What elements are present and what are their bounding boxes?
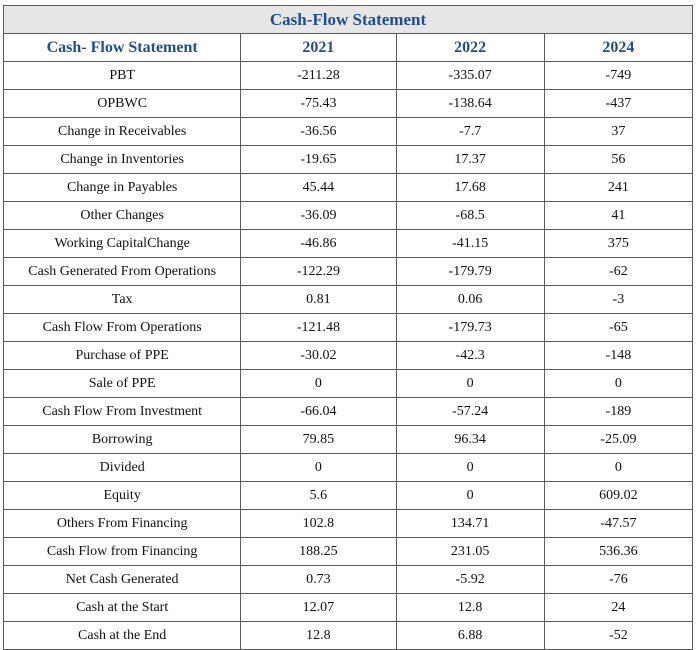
value-2021-cell: 102.8 (241, 510, 396, 538)
table-row (4, 90, 693, 118)
table-row (4, 118, 693, 146)
value-2024-cell: -25.09 (544, 426, 692, 454)
value-2022-cell: -41.15 (396, 230, 544, 258)
table-row (4, 510, 693, 538)
value-2021-cell: 0 (241, 370, 396, 398)
value-2022-cell: -7.7 (396, 118, 544, 146)
value-2021-cell: 0.81 (241, 286, 396, 314)
table-title: Cash-Flow Statement (4, 6, 693, 34)
row-label-cell: Others From Financing (4, 510, 241, 538)
table-row (4, 482, 693, 510)
table-row (4, 342, 693, 370)
value-2021-cell: 79.85 (241, 426, 396, 454)
cash-flow-table-container (3, 5, 693, 650)
value-2024-cell: -47.57 (544, 510, 692, 538)
column-header-2024: 2024 (544, 34, 692, 62)
table-row (4, 566, 693, 594)
table-row (4, 398, 693, 426)
value-2021-cell: -121.48 (241, 314, 396, 342)
row-label-cell: Cash Flow from Financing (4, 538, 241, 566)
table-row (4, 370, 693, 398)
value-2024-cell: -52 (544, 622, 692, 650)
value-2022-cell: 6.88 (396, 622, 544, 650)
row-label-cell: Tax (4, 286, 241, 314)
row-label-cell: Cash Generated From Operations (4, 258, 241, 286)
table-row (4, 258, 693, 286)
value-2022-cell: 0.06 (396, 286, 544, 314)
row-label-cell: Cash at the End (4, 622, 241, 650)
value-2024-cell: 375 (544, 230, 692, 258)
header-row (4, 34, 693, 62)
table-row (4, 426, 693, 454)
row-label-cell: Sale of PPE (4, 370, 241, 398)
value-2024-cell: 609.02 (544, 482, 692, 510)
value-2024-cell: -437 (544, 90, 692, 118)
row-label-cell: Divided (4, 454, 241, 482)
value-2021-cell: -122.29 (241, 258, 396, 286)
value-2024-cell: 536.36 (544, 538, 692, 566)
value-2024-cell: 56 (544, 146, 692, 174)
value-2024-cell: -749 (544, 62, 692, 90)
row-label-cell: Net Cash Generated (4, 566, 241, 594)
value-2024-cell: -76 (544, 566, 692, 594)
value-2021-cell: 188.25 (241, 538, 396, 566)
table-row (4, 594, 693, 622)
table-row (4, 202, 693, 230)
row-label-cell: Change in Payables (4, 174, 241, 202)
value-2022-cell: 96.34 (396, 426, 544, 454)
value-2022-cell: 231.05 (396, 538, 544, 566)
row-label-cell: Purchase of PPE (4, 342, 241, 370)
column-header-2022: 2022 (396, 34, 544, 62)
column-header-2021: 2021 (241, 34, 396, 62)
value-2022-cell: 0 (396, 370, 544, 398)
value-2021-cell: 5.6 (241, 482, 396, 510)
value-2021-cell: -36.09 (241, 202, 396, 230)
row-label-cell: Cash Flow From Operations (4, 314, 241, 342)
value-2022-cell: 17.37 (396, 146, 544, 174)
table-row (4, 174, 693, 202)
value-2024-cell: -65 (544, 314, 692, 342)
value-2021-cell: 0.73 (241, 566, 396, 594)
table-row (4, 230, 693, 258)
value-2024-cell: 37 (544, 118, 692, 146)
row-label-cell: Equity (4, 482, 241, 510)
value-2022-cell: -68.5 (396, 202, 544, 230)
value-2021-cell: 12.8 (241, 622, 396, 650)
table-row (4, 314, 693, 342)
row-label-cell: PBT (4, 62, 241, 90)
row-label-cell: Cash Flow From Investment (4, 398, 241, 426)
value-2024-cell: 24 (544, 594, 692, 622)
value-2021-cell: 12.07 (241, 594, 396, 622)
table-row (4, 146, 693, 174)
value-2022-cell: 17.68 (396, 174, 544, 202)
row-label-cell: Change in Receivables (4, 118, 241, 146)
value-2021-cell: -30.02 (241, 342, 396, 370)
value-2024-cell: -62 (544, 258, 692, 286)
table-row (4, 62, 693, 90)
cash-flow-table (3, 5, 693, 650)
row-label-cell: Borrowing (4, 426, 241, 454)
row-label-cell: Change in Inventories (4, 146, 241, 174)
title-row (4, 6, 693, 34)
value-2024-cell: 41 (544, 202, 692, 230)
value-2022-cell: -57.24 (396, 398, 544, 426)
row-label-cell: OPBWC (4, 90, 241, 118)
row-label-cell: Cash at the Start (4, 594, 241, 622)
value-2024-cell: 0 (544, 370, 692, 398)
value-2022-cell: -42.3 (396, 342, 544, 370)
value-2022-cell: 12.8 (396, 594, 544, 622)
value-2021-cell: -36.56 (241, 118, 396, 146)
value-2022-cell: 0 (396, 454, 544, 482)
value-2022-cell: 0 (396, 482, 544, 510)
row-label-cell: Working CapitalChange (4, 230, 241, 258)
value-2021-cell: -66.04 (241, 398, 396, 426)
value-2022-cell: -138.64 (396, 90, 544, 118)
value-2024-cell: -3 (544, 286, 692, 314)
row-label-cell: Other Changes (4, 202, 241, 230)
table-body (4, 62, 693, 650)
value-2021-cell: 45.44 (241, 174, 396, 202)
value-2022-cell: -179.79 (396, 258, 544, 286)
table-row (4, 286, 693, 314)
value-2024-cell: -189 (544, 398, 692, 426)
value-2022-cell: -5.92 (396, 566, 544, 594)
value-2022-cell: 134.71 (396, 510, 544, 538)
value-2021-cell: -211.28 (241, 62, 396, 90)
value-2021-cell: -46.86 (241, 230, 396, 258)
table-row (4, 538, 693, 566)
value-2021-cell: -19.65 (241, 146, 396, 174)
value-2024-cell: -148 (544, 342, 692, 370)
value-2022-cell: -179.73 (396, 314, 544, 342)
value-2021-cell: 0 (241, 454, 396, 482)
value-2021-cell: -75.43 (241, 90, 396, 118)
table-row (4, 454, 693, 482)
value-2022-cell: -335.07 (396, 62, 544, 90)
column-header-label: Cash- Flow Statement (4, 34, 241, 62)
value-2024-cell: 241 (544, 174, 692, 202)
value-2024-cell: 0 (544, 454, 692, 482)
table-row (4, 622, 693, 650)
